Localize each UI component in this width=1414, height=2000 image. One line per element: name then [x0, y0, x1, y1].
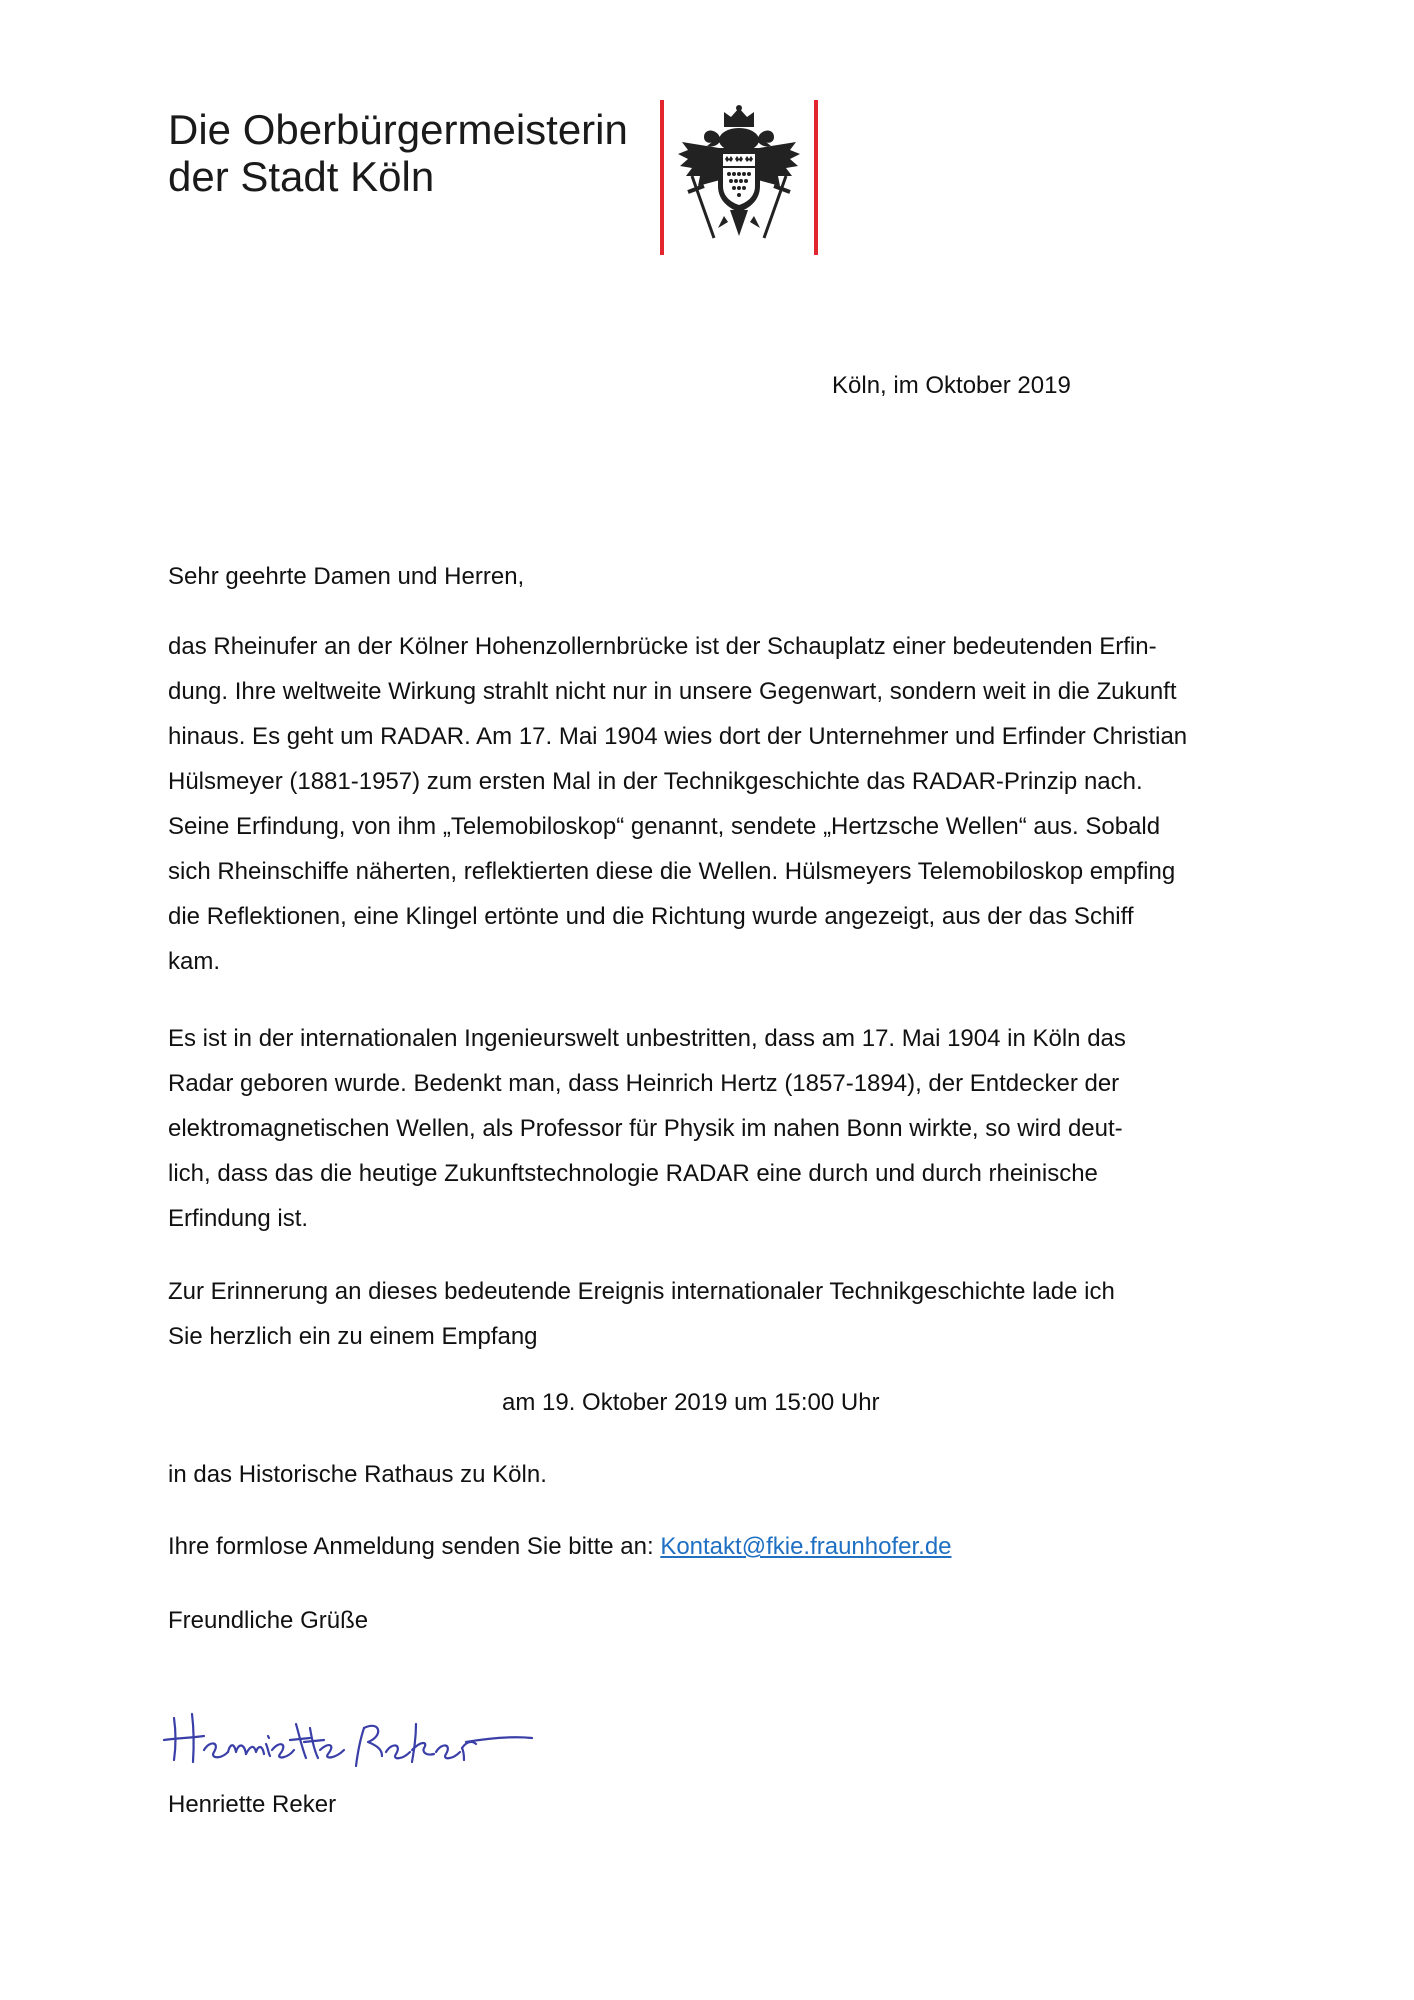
paragraph-line: lich, dass das die heutige Zukunftstechnologie RADAR eine durch und durch rheinische	[168, 1160, 1098, 1187]
salutation	[168, 554, 1278, 599]
city-crest	[660, 100, 818, 255]
registration-email-link[interactable]: Kontakt@fkie.fraunhofer.de	[660, 1533, 952, 1560]
cologne-coat-of-arms-icon	[674, 104, 804, 250]
letter-date: Köln, im Oktober 2019	[832, 372, 1071, 399]
crest-left-red-bar	[660, 100, 664, 255]
event-datetime: am 19. Oktober 2019 um 15:00 Uhr	[502, 1389, 880, 1416]
salutation-text: Sehr geehrte Damen und Herren,	[168, 563, 525, 590]
letterhead-title-line1: Die Oberbürgermeisterin	[168, 106, 628, 153]
registration-prefix: Ihre formlose Anmeldung senden Sie bitte an:	[168, 1533, 654, 1560]
paragraph-line: Erfindung ist.	[168, 1205, 309, 1232]
paragraph-line: kam.	[168, 948, 221, 975]
event-location: in das Historische Rathaus zu Köln.	[168, 1461, 547, 1488]
paragraph-line: Es ist in der internationalen Ingenieurswelt unbestritten, dass am 17. Mai 1904 in Köln das	[168, 1025, 1126, 1052]
handwritten-signature	[160, 1688, 540, 1778]
paragraph-line: Sie herzlich ein zu einem Empfang	[168, 1323, 538, 1350]
paragraph-line: hinaus. Es geht um RADAR. Am 17. Mai 1904 wies dort der Unternehmer und Erfinder Christian	[168, 723, 1188, 750]
paragraph-line: sich Rheinschiffe näherten, reflektierten diese die Wellen. Hülsmeyers Telemobiloskop empfing	[168, 858, 1176, 885]
paragraph-line: Seine Erfindung, von ihm „Telemobiloskop“ genannt, sendete „Hertzsche Wellen“ aus. Sobald	[168, 813, 1161, 840]
paragraph-3	[168, 1269, 1278, 1359]
paragraph-line: dung. Ihre weltweite Wirkung strahlt nicht nur in unsere Gegenwart, sondern weit in die Zukunft	[168, 678, 1177, 705]
letterhead-title-line2: der Stadt Köln	[168, 153, 435, 200]
paragraph-line: das Rheinufer an der Kölner Hohenzollernbrücke ist der Schauplatz einer bedeutenden Erfin-	[168, 633, 1157, 660]
crest-right-red-bar	[814, 100, 818, 255]
paragraph-line: Radar geboren wurde. Bedenkt man, dass Heinrich Hertz (1857-1894), der Entdecker der	[168, 1070, 1120, 1097]
paragraph-line: Hülsmeyer (1881-1957) zum ersten Mal in der Technikgeschichte das RADAR-Prinzip nach.	[168, 768, 1143, 795]
paragraph-line: die Reflektionen, eine Klingel ertönte und die Richtung wurde angezeigt, aus der das Schiff	[168, 903, 1134, 930]
letterhead-title	[168, 106, 628, 200]
paragraph-line: elektromagnetischen Wellen, als Professor für Physik im nahen Bonn wirkte, so wird deut-	[168, 1115, 1123, 1142]
registration-line	[168, 1532, 952, 1562]
paragraph-2	[168, 1016, 1278, 1241]
signer-name: Henriette Reker	[168, 1791, 337, 1818]
paragraph-line: Zur Erinnerung an dieses bedeutende Ereignis internationaler Technikgeschichte lade ich	[168, 1278, 1115, 1305]
paragraph-1	[168, 624, 1278, 984]
closing: Freundliche Grüße	[168, 1607, 369, 1634]
